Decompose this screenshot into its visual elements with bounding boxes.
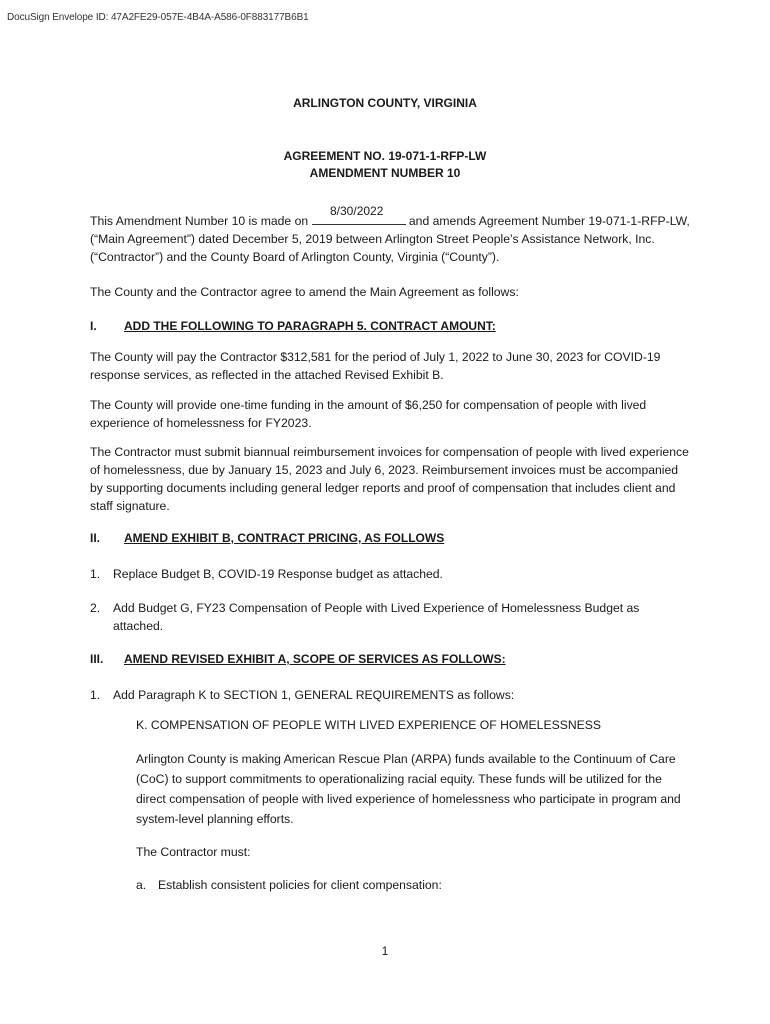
- section-2-title: AMEND EXHIBIT B, CONTRACT PRICING, AS FOLLOWS: [124, 531, 445, 545]
- section-1-title: ADD THE FOLLOWING TO PARAGRAPH 5. CONTRACT AMOUNT:: [124, 319, 496, 333]
- section-3-heading: [90, 652, 506, 666]
- section-3-title: AMEND REVISED EXHIBIT A, SCOPE OF SERVICES AS FOLLOWS:: [124, 652, 506, 666]
- intro-text-start: This Amendment Number 10 is made on: [90, 214, 312, 228]
- amendment-number: AMENDMENT NUMBER 10: [309, 166, 461, 180]
- paragraph-k-body: Arlington County is making American Rescue Plan (ARPA) funds available to the Continuum of Care (CoC) to support commitments to operationalizing racial equity. These funds will be utilized for the direct compensation of people with lived experience of homelessness who participate in program and system-level planning efforts.: [136, 752, 681, 826]
- agree-paragraph: The County and the Contractor agree to amend the Main Agreement as follows:: [90, 285, 519, 299]
- section-1-paragraph-1: The County will pay the Contractor $312,581 for the period of July 1, 2022 to June 30, 2023 for COVID-19 response services, as reflected in the attached Revised Exhibit B.: [90, 350, 661, 382]
- section-1-heading: [90, 319, 496, 333]
- list-text: Establish consistent policies for client compensation:: [158, 878, 442, 892]
- list-number: 1.: [90, 567, 101, 581]
- list-text: Add Budget G, FY23 Compensation of People with Lived Experience of Homelessness Budget as attached.: [113, 601, 640, 633]
- county-title: ARLINGTON COUNTY, VIRGINIA: [293, 96, 477, 110]
- section-1-paragraph-2: The County will provide one-time funding in the amount of $6,250 for compensation of people with lived experience of homelessness for FY2023.: [90, 398, 647, 430]
- section-2-number: II.: [90, 531, 101, 545]
- signed-date: 8/30/2022: [330, 204, 384, 218]
- list-number: 1.: [90, 688, 101, 702]
- section-3-item-1: [90, 686, 670, 704]
- list-letter: a.: [136, 878, 147, 892]
- section-2-heading: [90, 531, 444, 545]
- intro-paragraph: [90, 212, 690, 266]
- item-a: [136, 875, 686, 895]
- section-1-paragraph-3: The Contractor must submit biannual reimbursement invoices for compensation of people with lived experience of homelessness, due by January 15, 2023 and July 6, 2023. Reimbursement invoices must be accompanied by supporting documents including general ledger reports and proof of compensation that includes client and staff signature.: [90, 445, 689, 513]
- paragraph-k-heading: K. COMPENSATION OF PEOPLE WITH LIVED EXPERIENCE OF HOMELESSNESS: [136, 718, 602, 732]
- section-2-item-2: [90, 599, 670, 635]
- list-text: Add Paragraph K to SECTION 1, GENERAL REQUIREMENTS as follows:: [113, 688, 515, 702]
- page-number: 1: [381, 944, 389, 958]
- section-3-number: III.: [90, 652, 104, 666]
- intro-text-rest: and amends Agreement Number 19-071-1-RFP-LW, (“Main Agreement”) dated December 5, 2019 between Arlington Street People’s Assistance Network, Inc. (“Contractor”) and the County Board of Arlington County, Virginia (“County”).: [90, 214, 690, 264]
- contractor-must: The Contractor must:: [136, 845, 251, 859]
- section-2-item-1: [90, 565, 670, 583]
- section-1-number: I.: [90, 319, 97, 333]
- list-number: 2.: [90, 601, 101, 615]
- list-text: Replace Budget B, COVID-19 Response budget as attached.: [113, 567, 443, 581]
- docusign-envelope-id: DocuSign Envelope ID: 47A2FE29-057E-4B4A-A586-0F883177B6B1: [7, 12, 309, 23]
- date-signature-line: [312, 212, 406, 225]
- agreement-number: AGREEMENT NO. 19-071-1-RFP-LW: [283, 149, 487, 163]
